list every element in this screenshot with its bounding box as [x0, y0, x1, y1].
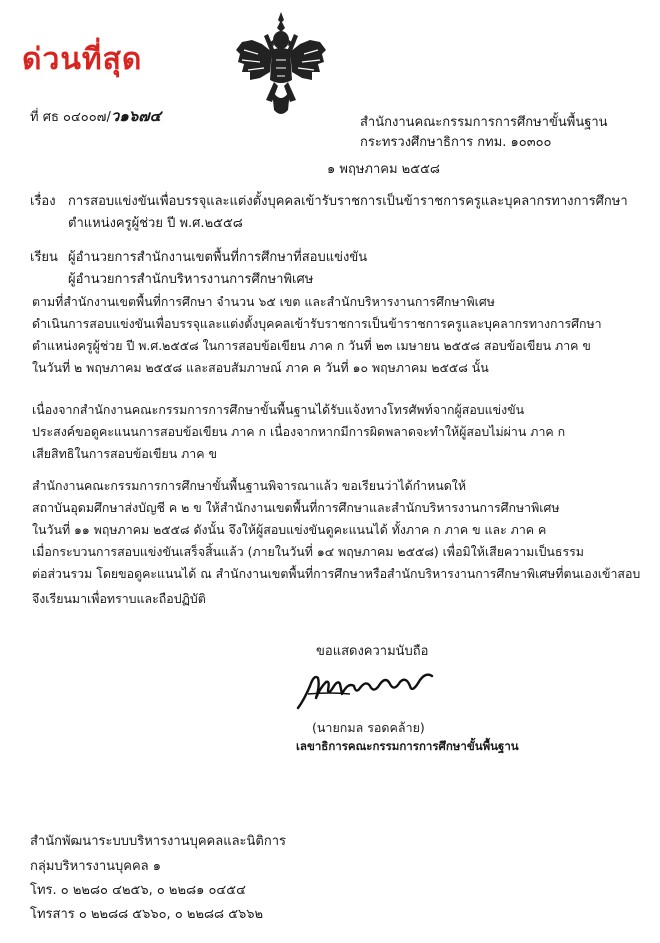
- subject-line-1: การสอบแข่งขันเพื่อบรรจุและแต่งตั้งบุคคลเข้ารับราชการเป็นข้าราชการครูและบุคลากรทางการศึกษา: [68, 194, 628, 209]
- paragraph-line: สำนักงานคณะกรรมการการศึกษาขั้นพื้นฐานพิจารณาแล้ว ขอเรียนว่าได้กำหนดให้: [32, 478, 467, 493]
- closing-phrase: ขอแสดงความนับถือ: [316, 644, 429, 659]
- paragraph-line: ในวันที่ ๑๑ พฤษภาคม ๒๕๕๘ ดังนั้น จึงให้ผู้สอบแข่งขันดูคะแนนได้ ทั้งภาค ก ภาค ข และ ภาค ค: [32, 522, 547, 537]
- body-paragraph-2: [32, 399, 632, 465]
- footer-phone: โทร. ๐ ๒๒๘๐ ๔๒๕๖, ๐ ๒๒๘๑ ๐๔๕๔: [30, 883, 246, 898]
- letter-date: ๑ พฤษภาคม ๒๕๕๘: [327, 162, 440, 177]
- paragraph-line: สถาบันอุดมศึกษาส่งบัญชี ค ๒ ข ให้สำนักงานเขตพื้นที่การศึกษาและสำนักบริหารงานการศึกษาพิเศษ: [32, 500, 560, 515]
- signer-name: (นายกมล รอดคล้าย): [312, 720, 425, 735]
- subject-line-2: ตำแหน่งครูผู้ช่วย ปี พ.ศ.๒๕๕๘: [68, 216, 243, 231]
- body-paragraph-1: [32, 291, 632, 379]
- paragraph-line: จึงเรียนมาเพื่อทราบและถือปฏิบัติ: [32, 591, 206, 606]
- paragraph-line: ในวันที่ ๒ พฤษภาคม ๒๕๕๘ และสอบสัมภาษณ์ ภาค ค วันที่ ๑๐ พฤษภาคม ๒๕๕๘ นั้น: [32, 360, 489, 375]
- issuing-ministry-address: กระทรวงศึกษาธิการ กทม. ๑๐๓๐๐: [360, 135, 552, 150]
- subject-label: เรื่อง: [30, 194, 56, 209]
- body-paragraph-3: [32, 475, 641, 585]
- document-number: [30, 104, 161, 128]
- document-number-prefix: ที่ ศธ ๐๔๐๐๗/: [30, 110, 111, 125]
- footer-department: สำนักพัฒนาระบบบริหารงานบุคคลและนิติการ: [30, 834, 287, 849]
- paragraph-line: เนื่องจากสำนักงานคณะกรรมการการศึกษาขั้นพื้นฐานได้รับแจ้งทางโทรศัพท์จากผู้สอบแข่งขัน: [32, 402, 525, 417]
- handwritten-signature-icon: [290, 664, 440, 714]
- paragraph-line: ต่อส่วนรวม โดยขอดูคะแนนได้ ณ สำนักงานเขตพื้นที่การศึกษาหรือสำนักบริหารงานการศึกษาพิเศษที่ตนเองเข้าสอบ: [32, 566, 641, 581]
- urgency-stamp: ด่วนที่สุด: [22, 42, 143, 77]
- paragraph-line: ตำแหน่งครูผู้ช่วย ปี พ.ศ.๒๕๕๘ ในการสอบข้อเขียน ภาค ก วันที่ ๒๓ เมษายน ๒๕๕๘ สอบข้อเขียน ภาค ข: [32, 338, 591, 353]
- issuing-office: สำนักงานคณะกรรมการการศึกษาขั้นพื้นฐาน: [360, 115, 608, 130]
- paragraph-line: เมื่อกระบวนการสอบแข่งขันเสร็จสิ้นแล้ว (ภายในวันที่ ๑๔ พฤษภาคม ๒๕๕๘) เพื่อมิให้เสียความเป็นธรรม: [32, 544, 584, 559]
- body-paragraph-4: [32, 588, 632, 610]
- signer-title: เลขาธิการคณะกรรมการการศึกษาขั้นพื้นฐาน: [296, 739, 519, 753]
- recipient-label: เรียน: [30, 250, 58, 265]
- footer-fax: โทรสาร ๐ ๒๒๘๘ ๕๖๖๐, ๐ ๒๒๘๘ ๕๖๖๒: [30, 907, 264, 922]
- footer-group: กลุ่มบริหารงานบุคคล ๑: [30, 859, 162, 874]
- paragraph-line: ประสงค์ขอดูคะแนนการสอบข้อเขียน ภาค ก เนื่องจากหากมีการผิดพลาดจะทำให้ผู้สอบไม่ผ่าน ภาค ก: [32, 424, 566, 439]
- recipient-line-1: ผู้อำนวยการสำนักงานเขตพื้นที่การศึกษาที่สอบแข่งขัน: [68, 250, 368, 265]
- recipient-line-2: ผู้อำนวยการสำนักบริหารงานการศึกษาพิเศษ: [68, 272, 314, 287]
- document-number-handwritten: ว๑๖๗๔: [110, 107, 161, 125]
- paragraph-line: เสียสิทธิในการสอบข้อเขียน ภาค ข: [32, 446, 217, 461]
- paragraph-line: ดำเนินการสอบแข่งขันเพื่อบรรจุและแต่งตั้งบุคคลเข้ารับราชการเป็นข้าราชการครูและบุคลากรทางการศึกษา: [32, 316, 602, 331]
- garuda-emblem-icon: [232, 10, 330, 120]
- paragraph-line: ตามที่สำนักงานเขตพื้นที่การศึกษา จำนวน ๖๕ เขต และสำนักบริหารงานการศึกษาพิเศษ: [32, 294, 495, 309]
